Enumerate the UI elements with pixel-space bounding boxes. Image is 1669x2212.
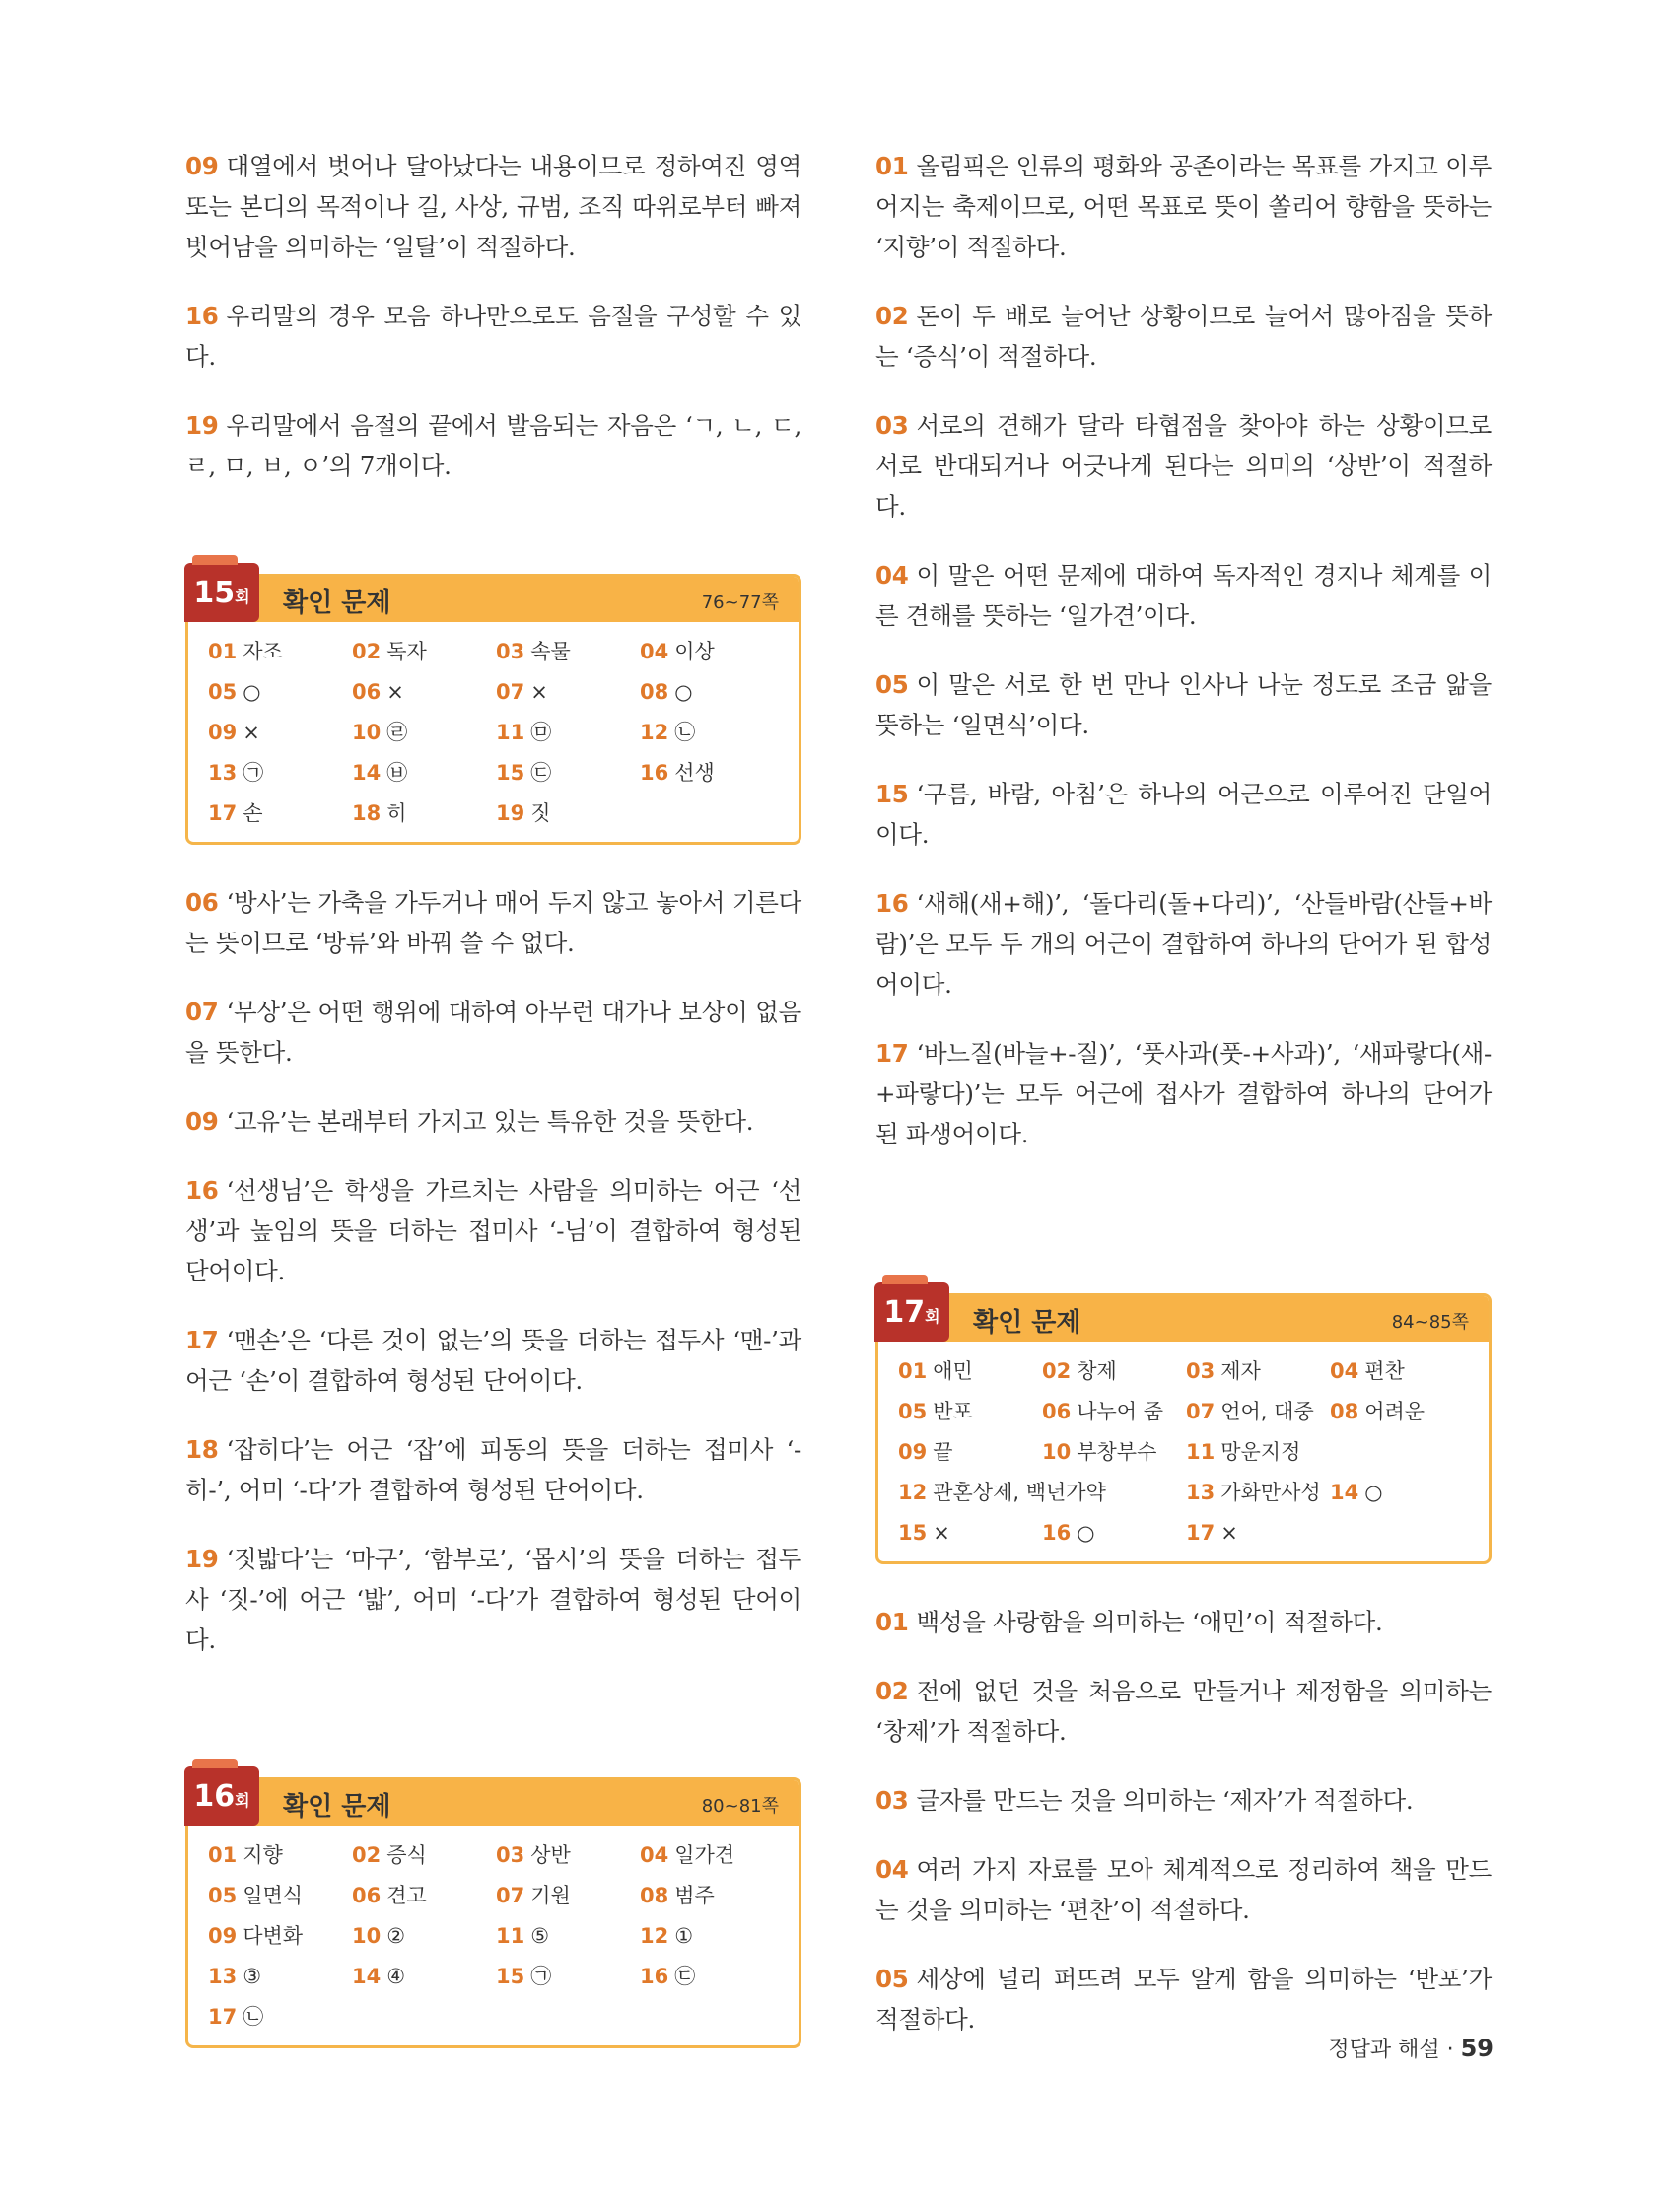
answer-value: ○ (674, 680, 693, 704)
answer-item (1186, 1473, 1330, 1513)
answer-number: 03 (496, 640, 525, 663)
answer-number: 07 (496, 1884, 525, 1907)
answer-item (208, 1957, 352, 1997)
answer-item (898, 1513, 1042, 1554)
explanation-text: 서로의 견해가 달라 타협점을 찾아야 하는 상황이므로 서로 반대되거나 어긋나게 된다는 의미의 ‘상반’이 적절하다. (875, 411, 1492, 520)
answer-value: 기원 (530, 1884, 571, 1907)
answer-item (1186, 1513, 1330, 1554)
answer-value: ㉢ (530, 761, 552, 785)
session-suffix: 회 (925, 1307, 940, 1326)
answer-value: 견고 (386, 1884, 427, 1907)
explanation-text: 여러 가지 자료를 모아 체계적으로 정리하여 책을 만드는 것을 의미하는 ‘편찬’이 적절하다. (875, 1855, 1492, 1924)
badge-tab (192, 555, 238, 565)
answer-item (640, 632, 784, 672)
explanation-text: 전에 없던 것을 처음으로 만들거나 제정함을 의미하는 ‘창제’가 적절하다. (875, 1677, 1492, 1746)
explanation-paragraph (875, 774, 1492, 855)
explanation-paragraph (875, 1959, 1492, 2039)
footer-label: 정답과 해설 (1328, 2038, 1440, 2062)
answer-value: ○ (1077, 1521, 1095, 1545)
answer-value: 속물 (530, 640, 571, 663)
answer-number: 15 (496, 761, 525, 785)
intro-explanations (185, 146, 801, 486)
explanation-paragraph (185, 1170, 801, 1291)
answer-value: 상반 (530, 1843, 571, 1867)
answer-number: 16 (1042, 1521, 1072, 1545)
answer-number: 05 (208, 680, 238, 704)
answer-number: 09 (208, 721, 238, 744)
explanation-paragraph (875, 405, 1492, 526)
explanation-text: 백성을 사랑함을 의미하는 ‘애민’이 적절하다. (916, 1608, 1383, 1636)
answer-number: 08 (640, 680, 669, 704)
answer-item (1042, 1392, 1186, 1432)
explanation-paragraph (875, 1602, 1492, 1642)
answer-value: ㉠ (243, 761, 264, 785)
question-number: 01 (875, 1608, 909, 1636)
answer-value: 다변화 (243, 1924, 304, 1948)
answer-value: ㉡ (674, 721, 696, 744)
answer-number: 10 (352, 1924, 382, 1948)
answer-item (496, 794, 640, 834)
answer-item (496, 632, 640, 672)
answer-number: 06 (1042, 1400, 1072, 1423)
answer-value: 끝 (933, 1440, 953, 1464)
box-title: 확인 문제 (283, 588, 391, 618)
answer-value: 짓 (530, 801, 551, 825)
answer-item (208, 1997, 352, 2038)
answer-value: × (1220, 1521, 1238, 1545)
answer-value: ㉤ (530, 721, 552, 744)
question-number: 05 (875, 1965, 909, 1993)
explanation-paragraph (875, 1780, 1492, 1821)
answer-box-16 (185, 1777, 801, 2048)
question-number: 16 (185, 1176, 219, 1205)
answer-value: 관혼상제, 백년가약 (933, 1481, 1106, 1504)
answer-value: 선생 (674, 761, 715, 785)
answer-item (1042, 1432, 1186, 1473)
answer-box-17 (875, 1293, 1492, 1564)
explanation-text: ‘짓밟다’는 ‘마구’, ‘함부로’, ‘몹시’의 뜻을 더하는 접두사 ‘짓-’에 어근 ‘밟’, 어미 ‘-다’가 결합하여 형성된 단어이다. (185, 1545, 801, 1654)
page-range: 76~77쪽 (701, 592, 779, 613)
answer-item (208, 1835, 352, 1876)
explanation-text: ‘무상’은 어떤 행위에 대하여 아무런 대가나 보상이 없음을 뜻한다. (185, 998, 801, 1067)
question-number: 19 (185, 1545, 219, 1573)
answer-number: 01 (898, 1359, 928, 1383)
explanation-text: ‘고유’는 본래부터 가지고 있는 특유한 것을 뜻한다. (226, 1107, 754, 1136)
question-number: 06 (185, 888, 219, 917)
footer-separator: · (1446, 2038, 1454, 2062)
answer-value: 나누어 줌 (1077, 1400, 1164, 1423)
box-title: 확인 문제 (973, 1308, 1081, 1338)
answer-number: 16 (640, 761, 669, 785)
answer-value: 자조 (243, 640, 283, 663)
answer-item (640, 672, 784, 713)
explanation-text: 글자를 만드는 것을 의미하는 ‘제자’가 적절하다. (916, 1786, 1414, 1815)
answer-number: 09 (208, 1924, 238, 1948)
answer-item (208, 794, 352, 834)
explanation-paragraph (185, 1539, 801, 1660)
answer-number: 13 (208, 761, 238, 785)
answer-item (1330, 1392, 1474, 1432)
answer-item (208, 1876, 352, 1916)
answer-number: 15 (898, 1521, 928, 1545)
answer-number: 12 (640, 721, 669, 744)
answer-value: 망운지정 (1220, 1440, 1301, 1464)
answer-item (208, 632, 352, 672)
answer-item (496, 713, 640, 753)
question-number: 09 (185, 152, 219, 180)
answer-grid (188, 1826, 799, 2045)
answer-value: ① (674, 1924, 694, 1948)
answer-item (1186, 1351, 1330, 1392)
badge-tab (882, 1275, 928, 1284)
explanation-paragraph (185, 296, 801, 377)
answer-value: 이상 (674, 640, 715, 663)
answer-value: 반포 (933, 1400, 973, 1423)
answer-value: 일가견 (674, 1843, 735, 1867)
question-number: 04 (875, 561, 909, 589)
question-number: 17 (185, 1326, 219, 1354)
session-number: 15 (193, 576, 236, 610)
explanation-text: 우리말에서 음절의 끝에서 발음되는 자음은 ‘ㄱ, ㄴ, ㄷ, ㄹ, ㅁ, ㅂ, ㅇ’의 7개이다. (185, 411, 801, 480)
answer-number: 14 (352, 1965, 382, 1988)
answer-number: 03 (496, 1843, 525, 1867)
right-column (875, 146, 1492, 2068)
explanations-16 (875, 146, 1492, 1154)
answer-value: ㉢ (674, 1965, 696, 1988)
answer-item (898, 1392, 1042, 1432)
answer-number: 02 (352, 1843, 382, 1867)
answer-item (352, 713, 496, 753)
explanation-text: ‘바느질(바늘+-질)’, ‘풋사과(풋-+사과)’, ‘새파랗다(새-+파랗다)’는 모두 어근에 접사가 결합하여 하나의 단어가 된 파생어이다. (875, 1039, 1492, 1148)
explanation-text: ‘구름, 바람, 아침’은 하나의 어근으로 이루어진 단일어이다. (875, 780, 1492, 849)
explanations-15 (185, 882, 801, 1660)
explanation-text: 올림픽은 인류의 평화와 공존이라는 목표를 가지고 이루어지는 축제이므로, 어떤 목표로 뜻이 쏠리어 향함을 뜻하는 ‘지향’이 적절하다. (875, 152, 1492, 261)
explanation-text: 이 말은 서로 한 번 만나 인사나 나눈 정도로 조금 앎을 뜻하는 ‘일면식’이다. (875, 670, 1492, 739)
answer-item (208, 753, 352, 794)
answer-value: 편찬 (1364, 1359, 1405, 1383)
answer-value: × (386, 680, 404, 704)
answer-value: ㉡ (243, 2005, 264, 2029)
answer-item (352, 753, 496, 794)
question-number: 03 (875, 1786, 909, 1815)
explanation-paragraph (875, 1849, 1492, 1930)
answer-value: 일면식 (243, 1884, 304, 1907)
answer-number: 17 (208, 801, 238, 825)
session-number: 17 (883, 1295, 926, 1330)
explanation-paragraph (875, 1671, 1492, 1752)
answer-number: 08 (1330, 1400, 1359, 1423)
answer-number: 01 (208, 640, 238, 663)
answer-number: 15 (496, 1965, 525, 1988)
answer-value: 독자 (386, 640, 427, 663)
explanation-text: ‘맨손’은 ‘다른 것이 없는’의 뜻을 더하는 접두사 ‘맨-’과 어근 ‘손’이 결합하여 형성된 단어이다. (185, 1326, 801, 1395)
question-number: 09 (185, 1107, 219, 1136)
explanation-paragraph (875, 664, 1492, 745)
answer-number: 06 (352, 680, 382, 704)
answer-item (1330, 1473, 1474, 1513)
question-number: 19 (185, 411, 219, 440)
answer-item (1042, 1513, 1186, 1554)
answer-number: 12 (640, 1924, 669, 1948)
answer-item (352, 1916, 496, 1957)
answer-item (352, 794, 496, 834)
question-number: 16 (185, 302, 219, 330)
answer-item (640, 1876, 784, 1916)
answer-value: 어려운 (1364, 1400, 1426, 1423)
answer-number: 07 (1186, 1400, 1216, 1423)
answer-number: 17 (1186, 1521, 1216, 1545)
answer-item (640, 1957, 784, 1997)
answer-item (352, 632, 496, 672)
answer-number: 08 (640, 1884, 669, 1907)
question-number: 16 (875, 889, 909, 918)
answer-value: 히 (386, 801, 407, 825)
answer-number: 05 (898, 1400, 928, 1423)
answer-value: ㉥ (386, 761, 408, 785)
question-number: 04 (875, 1855, 909, 1884)
explanation-text: ‘선생님’은 학생을 가르치는 사람을 의미하는 어근 ‘선생’과 높임의 뜻을 더하는 접미사 ‘-님’이 결합하여 형성된 단어이다. (185, 1176, 801, 1285)
answer-number: 10 (352, 721, 382, 744)
question-number: 15 (875, 780, 909, 808)
explanations-17 (875, 1602, 1492, 2039)
page-range: 84~85쪽 (1391, 1312, 1469, 1333)
answer-item (898, 1473, 1186, 1513)
explanation-paragraph (875, 555, 1492, 636)
answer-number: 17 (208, 2005, 238, 2029)
explanation-text: ‘잡히다’는 어근 ‘잡’에 피동의 뜻을 더하는 접미사 ‘-히-’, 어미 ‘-다’가 결합하여 형성된 단어이다. (185, 1435, 801, 1504)
explanation-paragraph (875, 146, 1492, 267)
answer-item (496, 1876, 640, 1916)
explanation-text: 세상에 널리 퍼뜨려 모두 알게 함을 의미하는 ‘반포’가 적절하다. (875, 1965, 1492, 2034)
answer-item (640, 713, 784, 753)
answer-item (1186, 1432, 1330, 1473)
question-number: 02 (875, 302, 909, 330)
explanation-paragraph (185, 1320, 801, 1401)
page-footer (1328, 2033, 1494, 2063)
answer-value: 부창부수 (1077, 1440, 1157, 1464)
answer-number: 13 (208, 1965, 238, 1988)
explanation-text: ‘방사’는 가축을 가두거나 매어 두지 않고 놓아서 기른다는 뜻이므로 ‘방류’와 바꿔 쓸 수 없다. (185, 888, 801, 957)
answer-value: ② (386, 1924, 406, 1948)
answer-value: × (243, 721, 260, 744)
answer-grid (188, 622, 799, 842)
session-suffix: 회 (235, 1791, 250, 1810)
explanation-paragraph (185, 1101, 801, 1141)
answer-number: 06 (352, 1884, 382, 1907)
answer-item (496, 1916, 640, 1957)
answer-number: 11 (496, 721, 525, 744)
answer-number: 05 (208, 1884, 238, 1907)
answer-item (1186, 1392, 1330, 1432)
answer-value: ④ (386, 1965, 406, 1988)
page-range: 80~81쪽 (701, 1796, 779, 1817)
answer-value: 범주 (674, 1884, 715, 1907)
box-title: 확인 문제 (283, 1792, 391, 1822)
answer-value: 언어, 대중 (1220, 1400, 1314, 1423)
answer-number: 11 (496, 1924, 525, 1948)
answer-number: 04 (640, 640, 669, 663)
answer-number: 18 (352, 801, 382, 825)
answer-number: 01 (208, 1843, 238, 1867)
answer-item (496, 1957, 640, 1997)
answer-item (898, 1432, 1042, 1473)
answer-number: 14 (352, 761, 382, 785)
question-number: 05 (875, 670, 909, 699)
answer-item (352, 1835, 496, 1876)
answer-value: ㉠ (530, 1965, 552, 1988)
answer-number: 11 (1186, 1440, 1216, 1464)
answer-number: 13 (1186, 1481, 1216, 1504)
answer-value: 애민 (933, 1359, 973, 1383)
explanation-paragraph (875, 296, 1492, 377)
answer-item (640, 1916, 784, 1957)
answer-item (208, 1916, 352, 1957)
explanation-paragraph (185, 405, 801, 486)
explanation-paragraph (875, 883, 1492, 1004)
session-suffix: 회 (235, 588, 250, 606)
answer-value: ○ (1364, 1481, 1383, 1504)
answer-number: 14 (1330, 1481, 1359, 1504)
answer-value: ⑤ (530, 1924, 550, 1948)
question-number: 01 (875, 152, 909, 180)
page-number: 59 (1460, 2035, 1494, 2062)
answer-item (496, 1835, 640, 1876)
box-header (878, 1296, 1489, 1342)
answer-value: ③ (243, 1965, 262, 1988)
answer-number: 07 (496, 680, 525, 704)
answer-value: 창제 (1077, 1359, 1117, 1383)
answer-value: ㉣ (386, 721, 408, 744)
answer-item (208, 672, 352, 713)
explanation-paragraph (185, 882, 801, 963)
answer-number: 04 (640, 1843, 669, 1867)
answer-number: 12 (898, 1481, 928, 1504)
answer-item (496, 672, 640, 713)
explanation-text: 대열에서 벗어나 달아났다는 내용이므로 정하여진 영역 또는 본디의 목적이나 길, 사상, 규범, 조직 따위로부터 빠져 벗어남을 의미하는 ‘일탈’이 적절하다. (185, 152, 801, 261)
explanation-text: ‘새해(새+해)’, ‘돌다리(돌+다리)’, ‘산들바람(산들+바람)’은 모두 두 개의 어근이 결합하여 하나의 단어가 된 합성어이다. (875, 889, 1492, 999)
answer-value: × (933, 1521, 950, 1545)
answer-number: 02 (352, 640, 382, 663)
answer-item (1042, 1351, 1186, 1392)
answer-number: 04 (1330, 1359, 1359, 1383)
answer-value: 손 (243, 801, 263, 825)
answer-item (898, 1351, 1042, 1392)
session-badge (874, 1282, 949, 1342)
question-number: 17 (875, 1039, 909, 1068)
answer-value: ○ (243, 680, 261, 704)
answer-grid (878, 1342, 1489, 1561)
answer-item (352, 672, 496, 713)
explanation-paragraph (185, 1429, 801, 1510)
answer-number: 02 (1042, 1359, 1072, 1383)
session-number: 16 (193, 1779, 236, 1814)
answer-number: 09 (898, 1440, 928, 1464)
answer-item (352, 1876, 496, 1916)
answer-item (496, 753, 640, 794)
answer-item (352, 1957, 496, 1997)
answer-box-15 (185, 574, 801, 845)
question-number: 03 (875, 411, 909, 440)
explanation-text: 돈이 두 배로 늘어난 상황이므로 늘어서 많아짐을 뜻하는 ‘증식’이 적절하다. (875, 302, 1492, 371)
box-header (188, 1780, 799, 1826)
answer-item (640, 1835, 784, 1876)
question-number: 02 (875, 1677, 909, 1705)
answer-number: 10 (1042, 1440, 1072, 1464)
badge-tab (192, 1759, 238, 1768)
answer-value: 가화만사성 (1220, 1481, 1321, 1504)
answer-item (1330, 1351, 1474, 1392)
explanation-paragraph (185, 146, 801, 267)
answer-number: 16 (640, 1965, 669, 1988)
answer-item (208, 713, 352, 753)
answer-value: 제자 (1220, 1359, 1261, 1383)
explanation-paragraph (185, 992, 801, 1072)
answer-number: 19 (496, 801, 525, 825)
question-number: 18 (185, 1435, 219, 1464)
answer-value: 지향 (243, 1843, 283, 1867)
explanation-text: 이 말은 어떤 문제에 대하여 독자적인 경지나 체계를 이른 견해를 뜻하는 ‘일가견’이다. (875, 561, 1492, 630)
answer-value: 증식 (386, 1843, 427, 1867)
left-column (185, 146, 801, 2086)
session-badge (184, 563, 259, 622)
session-badge (184, 1766, 259, 1826)
box-header (188, 577, 799, 622)
explanation-paragraph (875, 1033, 1492, 1154)
answer-item (640, 753, 784, 794)
answer-value: × (530, 680, 548, 704)
answer-number: 03 (1186, 1359, 1216, 1383)
question-number: 07 (185, 998, 219, 1026)
explanation-text: 우리말의 경우 모음 하나만으로도 음절을 구성할 수 있다. (185, 302, 801, 371)
